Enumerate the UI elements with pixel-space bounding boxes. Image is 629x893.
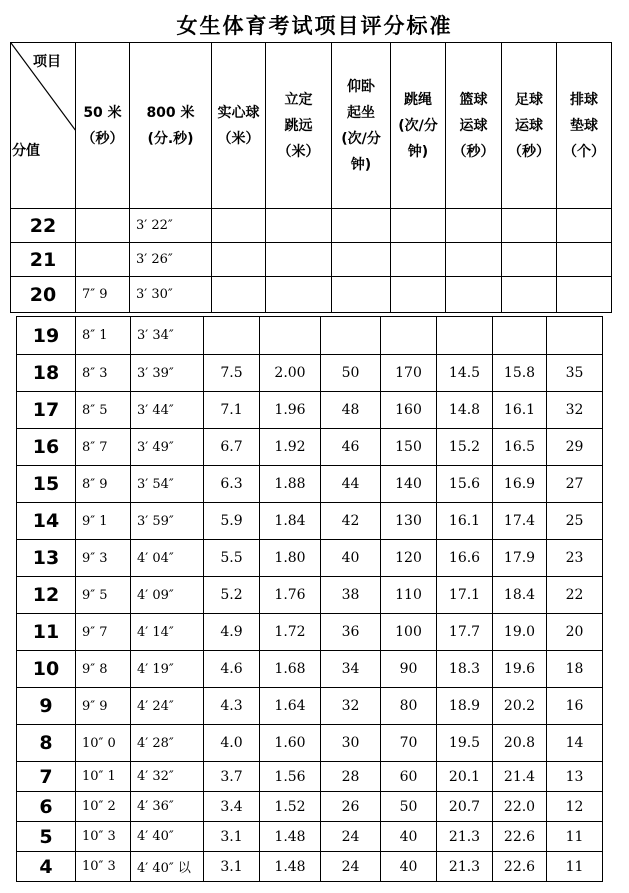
cell-basketball-dribble: 14.8 [437,392,493,429]
cell-volleyball-bump: 11 [547,822,603,852]
score-cell: 10 [17,651,76,688]
cell-50m: 9″ 5 [76,577,131,614]
score-cell: 21 [11,243,76,277]
cell-50m: 10″ 3 [76,822,131,852]
header-line: （秒） [452,143,495,160]
cell-rope-skipping [391,243,446,277]
cell-football-dribble [502,209,557,243]
cell-sit-ups: 24 [321,822,381,852]
cell-shot-put: 7.5 [204,355,260,392]
cell-800m: 3′ 26″ [130,243,212,277]
cell-standing-jump: 1.52 [260,792,321,822]
cell-basketball-dribble: 15.2 [437,429,493,466]
score-cell: 8 [17,725,76,762]
header-line: （米） [277,143,320,160]
cell-basketball-dribble: 16.6 [437,540,493,577]
header-800m [130,43,212,209]
table-row [11,209,612,243]
header-line: (次/分 [398,117,438,134]
cell-sit-ups: 26 [321,792,381,822]
cell-volleyball-bump: 16 [547,688,603,725]
cell-sit-ups: 46 [321,429,381,466]
cell-sit-ups: 32 [321,688,381,725]
score-cell: 6 [17,792,76,822]
cell-football-dribble: 18.4 [493,577,547,614]
cell-standing-jump: 1.56 [260,762,321,792]
header-line: 篮球 [459,91,488,108]
header-line: 运球 [459,117,488,134]
cell-800m: 4′ 40″ [131,822,204,852]
cell-shot-put: 7.1 [204,392,260,429]
cell-basketball-dribble: 18.3 [437,651,493,688]
header-basketball-dribble [446,43,502,209]
cell-50m: 8″ 3 [76,355,131,392]
cell-basketball-dribble [446,209,502,243]
cell-rope-skipping: 40 [381,822,437,852]
cell-shot-put [212,277,266,313]
cell-volleyball-bump [557,277,612,313]
score-cell: 22 [11,209,76,243]
cell-50m: 7″ 9 [76,277,130,313]
cell-sit-ups: 48 [321,392,381,429]
cell-shot-put: 4.3 [204,688,260,725]
cell-volleyball-bump: 22 [547,577,603,614]
cell-rope-skipping: 140 [381,466,437,503]
table-row [17,762,603,792]
cell-sit-ups [332,209,391,243]
cell-50m: 9″ 7 [76,614,131,651]
cell-sit-ups: 42 [321,503,381,540]
table-row [17,355,603,392]
cell-volleyball-bump: 32 [547,392,603,429]
corner-label-score: 分值 [12,143,40,159]
cell-shot-put [204,317,260,355]
cell-shot-put: 3.4 [204,792,260,822]
cell-rope-skipping: 60 [381,762,437,792]
cell-football-dribble: 19.0 [493,614,547,651]
score-cell: 17 [17,392,76,429]
header-line: (次/分 [341,130,381,147]
table-row [17,466,603,503]
header-line: 起坐 [347,104,375,121]
cell-sit-ups: 28 [321,762,381,792]
cell-volleyball-bump: 23 [547,540,603,577]
cell-football-dribble: 15.8 [493,355,547,392]
cell-50m [76,209,130,243]
cell-volleyball-bump: 11 [547,852,603,882]
cell-football-dribble: 16.9 [493,466,547,503]
cell-50m: 9″ 3 [76,540,131,577]
cell-shot-put: 3.7 [204,762,260,792]
cell-800m: 3′ 30″ [130,277,212,313]
cell-sit-ups: 36 [321,614,381,651]
cell-rope-skipping: 50 [381,792,437,822]
cell-football-dribble: 19.6 [493,651,547,688]
cell-football-dribble: 16.1 [493,392,547,429]
header-line: （个） [563,143,605,160]
cell-standing-jump [266,209,332,243]
cell-standing-jump: 1.48 [260,822,321,852]
header-volleyball-bump [557,43,612,209]
cell-sit-ups [321,317,381,355]
cell-football-dribble [493,317,547,355]
cell-800m: 4′ 14″ [131,614,204,651]
cell-volleyball-bump: 27 [547,466,603,503]
header-line: （米） [217,130,260,147]
score-table-top [10,42,612,313]
cell-50m: 8″ 7 [76,429,131,466]
cell-rope-skipping [391,277,446,313]
header-line: 实心球 [217,104,260,121]
cell-standing-jump: 1.80 [260,540,321,577]
cell-shot-put: 5.2 [204,577,260,614]
cell-shot-put [212,243,266,277]
cell-standing-jump: 1.64 [260,688,321,725]
table-row [17,392,603,429]
score-cell: 9 [17,688,76,725]
cell-rope-skipping: 40 [381,852,437,882]
score-cell: 20 [11,277,76,313]
header-line: 足球 [515,91,543,108]
score-cell: 12 [17,577,76,614]
cell-football-dribble [502,277,557,313]
header-row [11,43,612,209]
cell-basketball-dribble: 20.7 [437,792,493,822]
score-cell: 14 [17,503,76,540]
corner-label-item: 项目 [33,54,61,70]
header-football-dribble [502,43,557,209]
cell-sit-ups: 24 [321,852,381,882]
cell-basketball-dribble: 14.5 [437,355,493,392]
score-cell: 4 [17,852,76,882]
cell-standing-jump: 1.84 [260,503,321,540]
cell-rope-skipping: 150 [381,429,437,466]
header-line: （秒） [508,143,550,160]
cell-shot-put: 4.9 [204,614,260,651]
score-table-bottom [16,316,603,882]
cell-sit-ups: 38 [321,577,381,614]
cell-volleyball-bump [547,317,603,355]
cell-standing-jump [266,243,332,277]
cell-standing-jump [260,317,321,355]
header-line: 运球 [515,117,543,134]
score-cell: 18 [17,355,76,392]
table-row [17,429,603,466]
header-line: 立定 [284,91,313,108]
header-shot-put [212,43,266,209]
cell-football-dribble: 22.0 [493,792,547,822]
cell-rope-skipping: 130 [381,503,437,540]
cell-shot-put: 6.7 [204,429,260,466]
cell-50m: 10″ 3 [76,852,131,882]
cell-800m: 4′ 28″ [131,725,204,762]
table-row [11,243,612,277]
table-row [11,277,612,313]
cell-800m: 4′ 40″ 以 [131,852,204,882]
header-standing-jump [266,43,332,209]
table-row [17,614,603,651]
cell-50m: 9″ 1 [76,503,131,540]
cell-volleyball-bump: 35 [547,355,603,392]
score-cell: 15 [17,466,76,503]
header-line: (分.秒) [147,130,194,147]
cell-rope-skipping: 80 [381,688,437,725]
cell-football-dribble: 20.2 [493,688,547,725]
cell-football-dribble [502,243,557,277]
cell-50m: 8″ 5 [76,392,131,429]
table-row [17,540,603,577]
cell-800m: 3′ 54″ [131,466,204,503]
cell-800m: 4′ 09″ [131,577,204,614]
cell-800m: 4′ 04″ [131,540,204,577]
cell-shot-put: 4.6 [204,651,260,688]
cell-rope-skipping [391,209,446,243]
header-line: （秒） [81,130,124,147]
cell-basketball-dribble: 20.1 [437,762,493,792]
cell-50m: 10″ 0 [76,725,131,762]
cell-800m: 3′ 44″ [131,392,204,429]
cell-volleyball-bump: 14 [547,725,603,762]
cell-800m: 4′ 24″ [131,688,204,725]
cell-shot-put: 6.3 [204,466,260,503]
page-title: 女生体育考试项目评分标准 [176,13,453,38]
cell-standing-jump: 1.88 [260,466,321,503]
header-line: 50 米 [83,104,122,121]
header-line: 钟) [350,156,372,173]
cell-volleyball-bump [557,243,612,277]
cell-shot-put: 3.1 [204,822,260,852]
header-line: 排球 [570,91,598,108]
table-row [17,852,603,882]
header-line: 钟) [407,143,429,160]
cell-rope-skipping [381,317,437,355]
cell-rope-skipping: 170 [381,355,437,392]
cell-volleyball-bump: 18 [547,651,603,688]
cell-volleyball-bump: 13 [547,762,603,792]
cell-football-dribble: 20.8 [493,725,547,762]
cell-football-dribble: 21.4 [493,762,547,792]
cell-standing-jump: 2.00 [260,355,321,392]
table-row [17,688,603,725]
header-sit-ups [332,43,391,209]
score-cell: 16 [17,429,76,466]
cell-800m: 3′ 49″ [131,429,204,466]
cell-800m: 3′ 22″ [130,209,212,243]
table-row [17,822,603,852]
cell-standing-jump: 1.92 [260,429,321,466]
cell-basketball-dribble: 15.6 [437,466,493,503]
cell-shot-put: 4.0 [204,725,260,762]
cell-sit-ups [332,277,391,313]
cell-sit-ups [332,243,391,277]
cell-800m: 3′ 59″ [131,503,204,540]
table-row [17,792,603,822]
cell-standing-jump: 1.68 [260,651,321,688]
cell-basketball-dribble [437,317,493,355]
score-cell: 5 [17,822,76,852]
header-rope-skipping [391,43,446,209]
cell-50m: 8″ 9 [76,466,131,503]
table-row [17,577,603,614]
cell-standing-jump: 1.72 [260,614,321,651]
cell-50m: 8″ 1 [76,317,131,355]
header-line: 跳绳 [404,91,432,108]
cell-basketball-dribble [446,243,502,277]
cell-sit-ups: 44 [321,466,381,503]
table-row [17,725,603,762]
cell-football-dribble: 22.6 [493,822,547,852]
cell-basketball-dribble: 16.1 [437,503,493,540]
cell-50m: 9″ 8 [76,651,131,688]
score-cell: 13 [17,540,76,577]
cell-50m: 10″ 1 [76,762,131,792]
cell-rope-skipping: 110 [381,577,437,614]
cell-800m: 3′ 39″ [131,355,204,392]
cell-basketball-dribble: 17.7 [437,614,493,651]
table-row [17,503,603,540]
header-line: 垫球 [570,117,598,134]
table-row [17,317,603,355]
cell-standing-jump: 1.96 [260,392,321,429]
score-cell: 7 [17,762,76,792]
table-row [17,651,603,688]
cell-basketball-dribble: 21.3 [437,852,493,882]
cell-sit-ups: 30 [321,725,381,762]
cell-800m: 3′ 34″ [131,317,204,355]
cell-800m: 4′ 32″ [131,762,204,792]
cell-football-dribble: 17.9 [493,540,547,577]
cell-50m [76,243,130,277]
cell-shot-put: 5.5 [204,540,260,577]
cell-standing-jump [266,277,332,313]
cell-50m: 10″ 2 [76,792,131,822]
cell-volleyball-bump: 25 [547,503,603,540]
cell-standing-jump: 1.60 [260,725,321,762]
score-cell: 11 [17,614,76,651]
cell-sit-ups: 34 [321,651,381,688]
cell-rope-skipping: 70 [381,725,437,762]
corner-cell [11,43,76,209]
cell-rope-skipping: 120 [381,540,437,577]
cell-sit-ups: 50 [321,355,381,392]
cell-sit-ups: 40 [321,540,381,577]
cell-volleyball-bump: 12 [547,792,603,822]
header-50m [76,43,130,209]
cell-standing-jump: 1.48 [260,852,321,882]
cell-football-dribble: 22.6 [493,852,547,882]
cell-volleyball-bump: 20 [547,614,603,651]
cell-shot-put: 3.1 [204,852,260,882]
cell-football-dribble: 16.5 [493,429,547,466]
cell-basketball-dribble: 21.3 [437,822,493,852]
cell-rope-skipping: 90 [381,651,437,688]
cell-volleyball-bump: 29 [547,429,603,466]
cell-50m: 9″ 9 [76,688,131,725]
cell-basketball-dribble: 18.9 [437,688,493,725]
cell-800m: 4′ 19″ [131,651,204,688]
header-line: 仰卧 [347,78,375,95]
cell-basketball-dribble: 19.5 [437,725,493,762]
cell-800m: 4′ 36″ [131,792,204,822]
cell-shot-put: 5.9 [204,503,260,540]
cell-rope-skipping: 160 [381,392,437,429]
cell-basketball-dribble: 17.1 [437,577,493,614]
header-line: 跳远 [284,117,313,134]
cell-football-dribble: 17.4 [493,503,547,540]
header-line: 800 米 [146,104,195,121]
cell-basketball-dribble [446,277,502,313]
cell-standing-jump: 1.76 [260,577,321,614]
cell-rope-skipping: 100 [381,614,437,651]
cell-volleyball-bump [557,209,612,243]
score-cell: 19 [17,317,76,355]
cell-shot-put [212,209,266,243]
